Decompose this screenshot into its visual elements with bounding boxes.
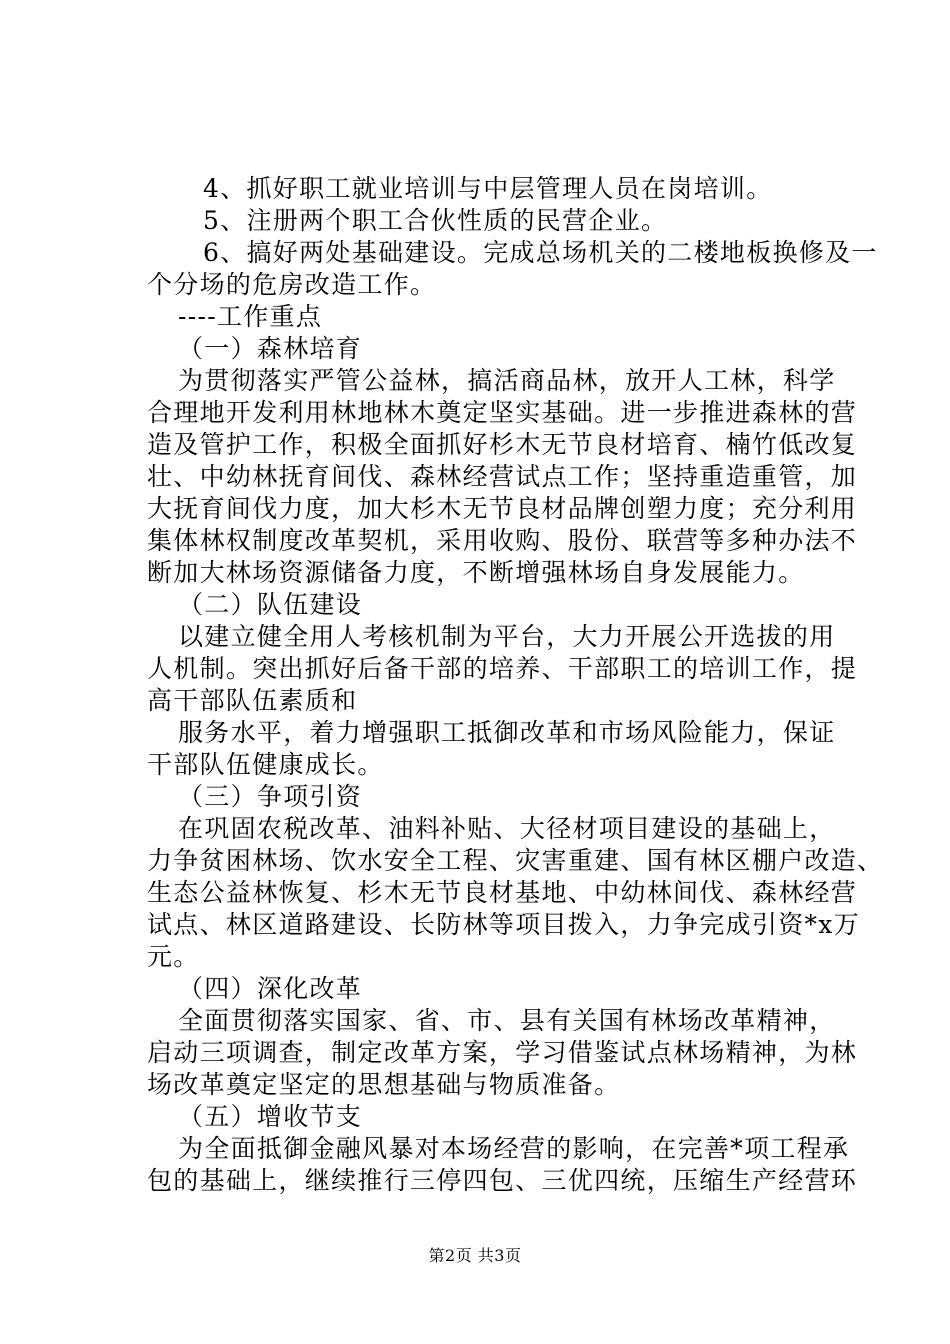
text-line: 大抚育间伐力度，加大杉木无节良材品牌创塑力度；充分利用	[147, 494, 858, 523]
text-line: 6、搞好两处基础建设。完成总场机关的二楼地板换修及一	[203, 238, 878, 267]
text-line: 壮、中幼林抚育间伐、森林经营试点工作；坚持重造重管，加	[147, 462, 858, 491]
text-line: 断加大林场资源储备力度，不断增强林场自身发展能力。	[147, 558, 805, 587]
text-line: 服务水平，着力增强职工抵御改革和市场风险能力，保证	[178, 718, 836, 747]
text-line: 高干部队伍素质和	[147, 686, 358, 715]
text-line: 个分场的危房改造工作。	[147, 270, 437, 299]
text-line: 试点、林区道路建设、长防林等项目拨入，力争完成引资*x万	[147, 910, 861, 939]
section-heading: （四）深化改革	[178, 974, 363, 1003]
text-line: 启动三项调查，制定改革方案，学习借鉴试点林场精神，为林	[147, 1038, 858, 1067]
text-line: 在巩固农税改革、油料补贴、大径材项目建设的基础上，	[178, 814, 836, 843]
text-line: 全面贯彻落实国家、省、市、县有关国有林场改革精神，	[178, 1006, 836, 1035]
section-heading: （三）争项引资	[178, 782, 363, 811]
text-line: 场改革奠定坚定的思想基础与物质准备。	[147, 1070, 621, 1099]
text-line: 4、抓好职工就业培训与中层管理人员在岗培训。	[203, 174, 773, 203]
text-line: 为全面抵御金融风暴对本场经营的影响，在完善*项工程承	[178, 1134, 850, 1163]
section-heading: ----工作重点	[178, 302, 323, 331]
text-line: 生态公益林恢复、杉木无节良材基地、中幼林间伐、森林经营	[147, 878, 858, 907]
section-heading: （二）队伍建设	[178, 590, 363, 619]
text-line: 合理地开发利用林地林木奠定坚实基础。进一步推进森林的营	[147, 398, 858, 427]
text-line: 造及管护工作，积极全面抓好杉木无节良材培育、楠竹低改复	[147, 430, 858, 459]
text-line: 干部队伍健康成长。	[147, 750, 384, 779]
text-line: 5、注册两个职工合伙性质的民营企业。	[203, 206, 668, 235]
text-line: 为贯彻落实严管公益林，搞活商品林，放开人工林，科学	[178, 366, 836, 395]
section-heading: （五）增收节支	[178, 1102, 363, 1131]
text-line: 人机制。突出抓好后备干部的培养、干部职工的培训工作，提	[147, 654, 858, 683]
text-line: 以建立健全用人考核机制为平台，大力开展公开选拔的用	[178, 622, 836, 651]
text-line: 元。	[147, 942, 200, 971]
page-number-footer: 第2页 共3页	[428, 1246, 522, 1265]
text-line: 集体林权制度改革契机，采用收购、股份、联营等多种办法不	[147, 526, 858, 555]
section-heading: （一）森林培育	[178, 334, 363, 363]
text-line: 包的基础上，继续推行三停四包、三优四统，压缩生产经营环	[147, 1166, 858, 1195]
text-line: 力争贫困林场、饮水安全工程、灾害重建、国有林区棚户改造、	[147, 846, 884, 875]
